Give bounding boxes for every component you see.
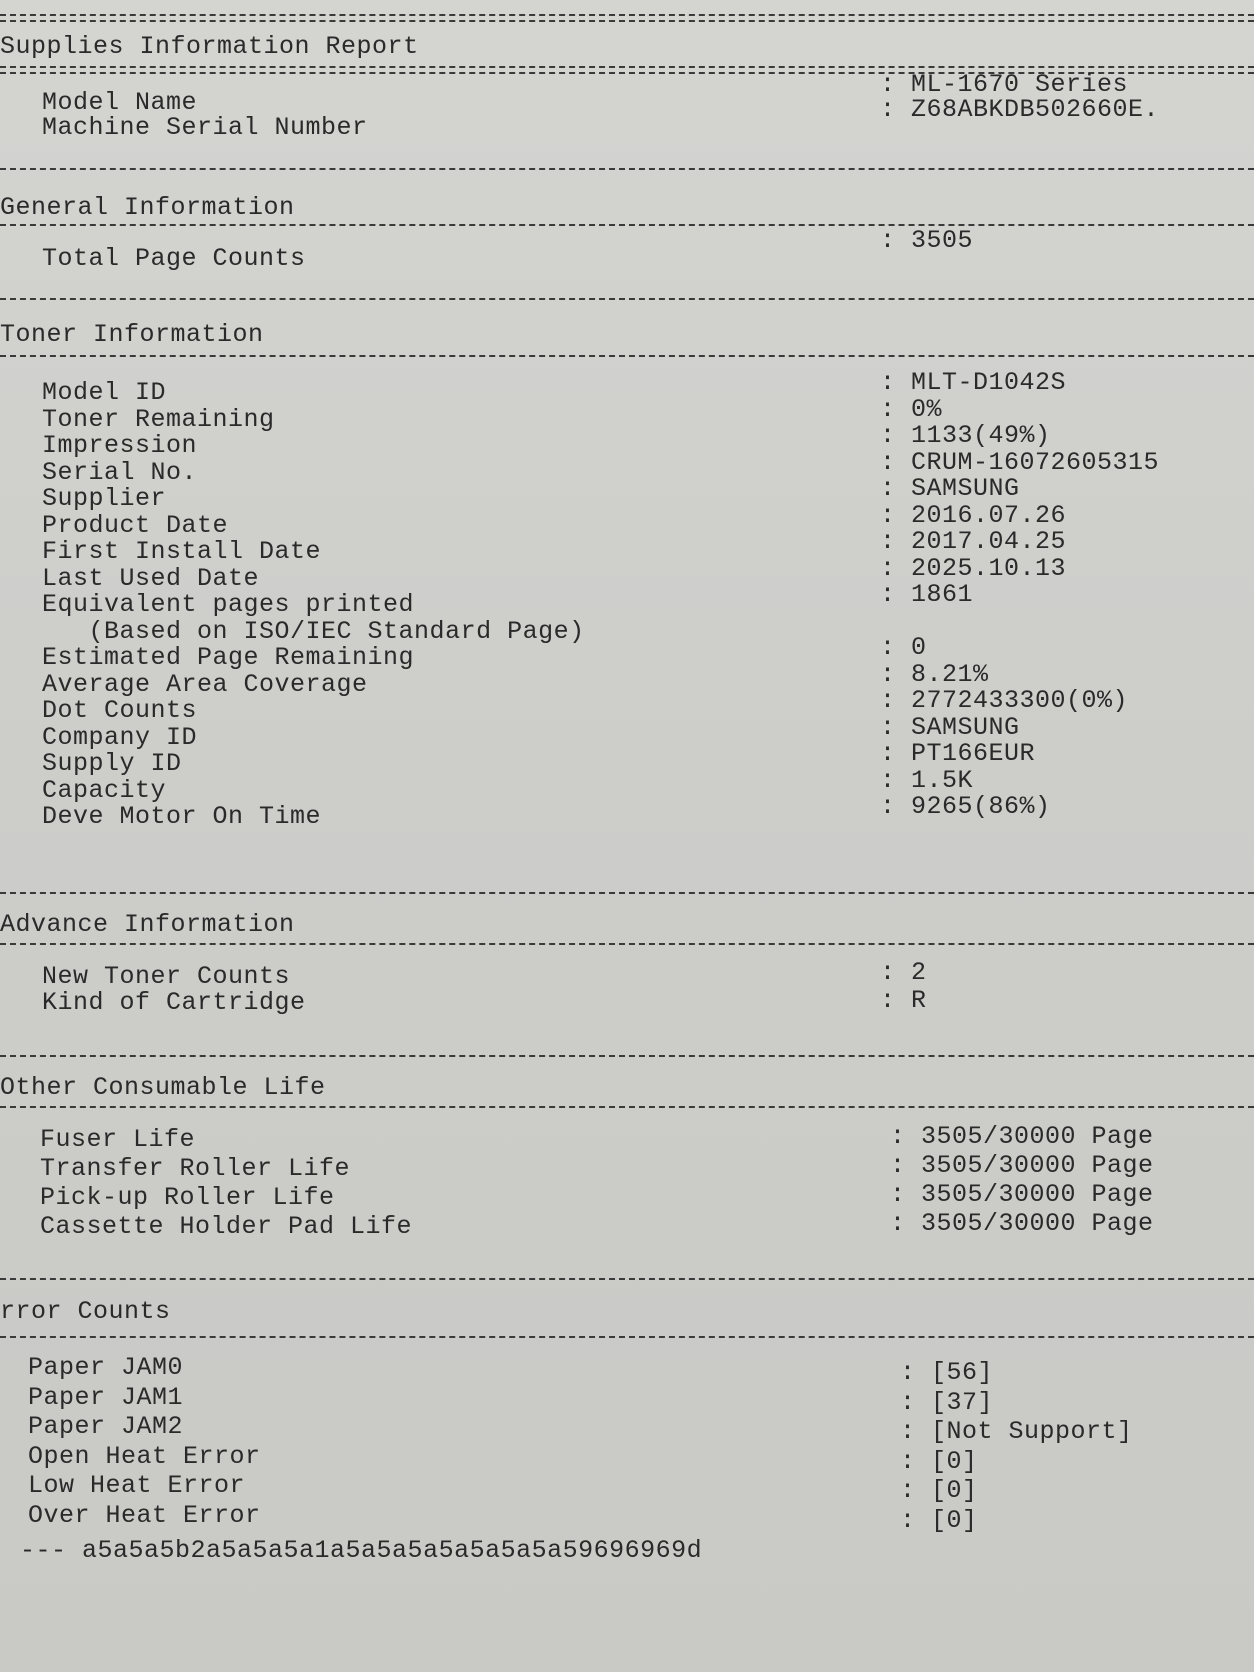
double-rule bbox=[0, 14, 1254, 16]
consumables-row-label: Pick-up Roller Life bbox=[40, 1183, 335, 1212]
section-rule bbox=[0, 168, 1254, 170]
toner-row-value: : 2017.04.25 bbox=[880, 527, 1067, 556]
toner-row-label: Serial No. bbox=[42, 457, 198, 487]
toner-row-label: Average Area Coverage bbox=[42, 669, 368, 699]
kind-of-cartridge-label: Kind of Cartridge bbox=[42, 988, 306, 1017]
toner-row-value: : 1861 bbox=[880, 580, 974, 609]
consumables-row-label: Cassette Holder Pad Life bbox=[40, 1212, 413, 1241]
toner-row-label: Toner Remaining bbox=[42, 404, 275, 434]
toner-row-value: : MLT-D1042S bbox=[880, 368, 1067, 397]
toner-row-value: : 9265(86%) bbox=[880, 792, 1051, 821]
section-title-toner: Toner Information bbox=[0, 320, 264, 349]
toner-row-label: Company ID bbox=[42, 722, 198, 752]
consumables-row-label: Fuser Life bbox=[40, 1125, 196, 1154]
total-page-counts-value: : 3505 bbox=[880, 226, 974, 255]
errors-row-value: : [0] bbox=[900, 1505, 978, 1535]
errors-row-label: Paper JAM1 bbox=[28, 1382, 184, 1412]
new-toner-counts-label: New Toner Counts bbox=[42, 962, 291, 991]
errors-row-value: : [Not Support] bbox=[900, 1417, 1133, 1446]
toner-row-label: Dot Counts bbox=[42, 696, 198, 725]
toner-row-value: : SAMSUNG bbox=[880, 474, 1020, 503]
consumables-row-value: : 3505/30000 Page bbox=[890, 1122, 1154, 1151]
errors-row-label: Paper JAM0 bbox=[28, 1353, 184, 1382]
consumables-row-value: : 3505/30000 Page bbox=[890, 1151, 1154, 1180]
new-toner-counts-value: : 2 bbox=[880, 958, 927, 987]
section-rule bbox=[0, 298, 1254, 300]
toner-row-label: Supply ID bbox=[42, 749, 182, 778]
serial-number-label: Machine Serial Number bbox=[42, 113, 368, 142]
toner-row-value: : 2016.07.26 bbox=[880, 500, 1067, 530]
section-rule bbox=[0, 355, 1254, 357]
toner-row-value: : 1.5K bbox=[880, 765, 974, 795]
kind-of-cartridge-value: : R bbox=[880, 986, 927, 1015]
section-rule bbox=[0, 1336, 1254, 1338]
errors-row-label: Open Heat Error bbox=[28, 1441, 261, 1471]
toner-row-value: : SAMSUNG bbox=[880, 712, 1020, 742]
consumables-row-value: : 3505/30000 Page bbox=[890, 1209, 1154, 1238]
toner-row-label: Capacity bbox=[42, 775, 167, 805]
toner-row-value: : 8.21% bbox=[880, 659, 989, 689]
toner-row-label: Product Date bbox=[42, 510, 229, 540]
toner-row-value: : CRUM-16072605315 bbox=[880, 447, 1160, 477]
section-rule bbox=[0, 892, 1254, 894]
errors-row-label: Over Heat Error bbox=[28, 1500, 261, 1530]
errors-row-value: : [56] bbox=[900, 1358, 994, 1387]
section-title-general: General Information bbox=[0, 193, 295, 222]
errors-row-value: : [0] bbox=[900, 1446, 978, 1476]
section-rule bbox=[0, 224, 1254, 226]
toner-row-label: Deve Motor On Time bbox=[42, 802, 322, 831]
section-title-advance: Advance Information bbox=[0, 910, 295, 939]
toner-row-label: Model ID bbox=[42, 378, 167, 407]
section-rule bbox=[0, 1106, 1254, 1108]
errors-row-label: Paper JAM2 bbox=[28, 1412, 184, 1441]
model-name-value: : ML-1670 Series bbox=[880, 70, 1129, 99]
section-rule bbox=[0, 943, 1254, 945]
consumables-row-value: : 3505/30000 Page bbox=[890, 1180, 1154, 1209]
toner-row-label: Estimated Page Remaining bbox=[42, 643, 415, 672]
section-title-errors: rror Counts bbox=[0, 1297, 171, 1326]
toner-row-label: Equivalent pages printed bbox=[42, 590, 415, 619]
toner-row-value: : 2772433300(0%) bbox=[880, 686, 1129, 715]
total-page-counts-label: Total Page Counts bbox=[42, 244, 306, 273]
toner-row-label: Last Used Date bbox=[42, 563, 260, 593]
toner-row-label: Impression bbox=[42, 431, 198, 460]
errors-row-label: Low Heat Error bbox=[28, 1471, 246, 1500]
toner-row-label: (Based on ISO/IEC Standard Page) bbox=[42, 616, 585, 646]
toner-row-value: : 2025.10.13 bbox=[880, 553, 1067, 583]
section-title-consumables: Other Consumable Life bbox=[0, 1073, 326, 1102]
toner-row-label: First Install Date bbox=[42, 537, 322, 566]
report-title: Supplies Information Report bbox=[0, 32, 419, 61]
consumables-row-label: Transfer Roller Life bbox=[40, 1154, 351, 1183]
section-rule bbox=[0, 1055, 1254, 1057]
errors-row-value: : [0] bbox=[900, 1476, 978, 1505]
footer-code: --- a5a5a5b2a5a5a5a1a5a5a5a5a5a5a5a59696969d bbox=[20, 1536, 703, 1565]
double-rule bbox=[0, 66, 1254, 68]
model-name-label: Model Name bbox=[42, 88, 198, 117]
toner-row-value: : 0 bbox=[880, 633, 927, 662]
section-rule bbox=[0, 1278, 1254, 1280]
toner-row-value: : PT166EUR bbox=[880, 739, 1036, 768]
toner-row-value: : 1133(49%) bbox=[880, 421, 1051, 450]
toner-row-label: Supplier bbox=[42, 484, 167, 513]
errors-row-value: : [37] bbox=[900, 1387, 994, 1417]
toner-row-value: : 0% bbox=[880, 394, 943, 424]
serial-number-value: : Z68ABKDB502660E. bbox=[880, 95, 1160, 124]
